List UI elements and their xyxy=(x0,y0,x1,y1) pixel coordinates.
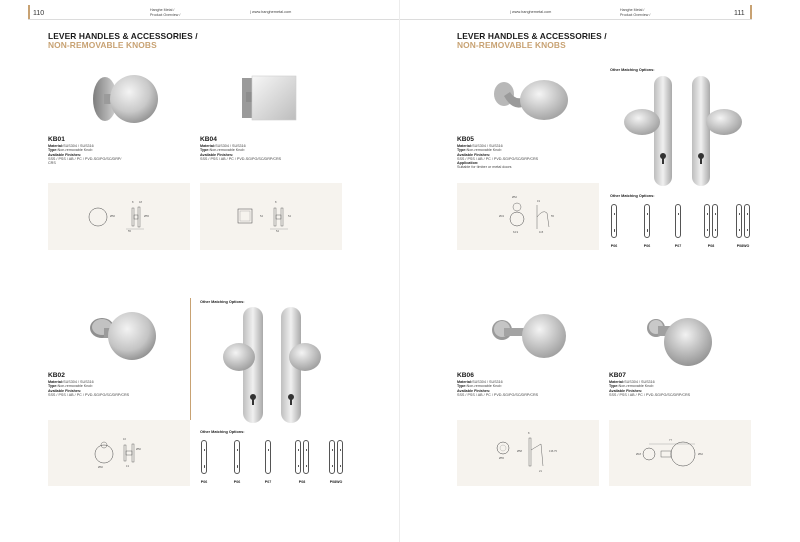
kb04-drawing-box xyxy=(200,183,342,250)
page-number-bar xyxy=(750,5,752,19)
plate-p08wo-b xyxy=(744,204,750,238)
header-url: | www.hanghemetal.com xyxy=(510,10,552,14)
kb06-technical-drawing xyxy=(457,420,599,486)
kb05-dim: 55 xyxy=(551,215,554,218)
plate-label: P08 xyxy=(707,244,715,248)
kb02-code: KB02 xyxy=(48,372,65,379)
plate-p08b xyxy=(712,204,718,238)
kb05-specs: Material:SUS304 / SUS316 Type:Non-removable Knob Available Finishes: SSS / PSS / AB / PC / PVD-SG/PG/SC/DRP/CRS Application: Suitable for timber or metal doors xyxy=(457,144,539,170)
other-options-title: Other Matching Options: xyxy=(200,300,245,304)
kb02-dim: Ø50 xyxy=(136,448,141,451)
plate-label: P06 xyxy=(610,244,618,248)
kb05-dim: 115 xyxy=(539,231,544,234)
plate-p08wo-a xyxy=(329,440,335,474)
kb01-dim: Ø56 xyxy=(110,215,115,218)
kb02-dim: 13 xyxy=(126,465,129,468)
kb06-dim: 8 xyxy=(528,432,530,435)
kb01-drawing-box xyxy=(48,183,190,250)
kb01-dim: Ø55 xyxy=(144,215,149,218)
right-page xyxy=(400,0,800,542)
kb04-specs: Material:SUS304 / SUS316 Type:Non-removable Knob Available Finishes: SSS / PSS / AB / PC / PVD-SG/PG/SC/DRP/CRS xyxy=(200,144,282,161)
header-brand: Hanghe Metal / Product Overview / xyxy=(620,8,651,17)
kb06-dim: 136.75 xyxy=(549,450,557,453)
plate-p08a xyxy=(295,440,301,474)
kb02-dim: 16 xyxy=(123,438,126,441)
kb05-dim: Ø43 xyxy=(499,215,504,218)
kb01-specs: Material:SUS304 / SUS316 Type:Non-removable Knob Available Finishes: SSS / PSS / AB / PC / PVD-SG/PG/SC/DRP/ CRS xyxy=(48,144,122,166)
section-subtitle: NON-REMOVABLE KNOBS xyxy=(48,40,157,50)
divider-line xyxy=(190,298,191,420)
kb02-product-image xyxy=(82,310,160,362)
kb07-code: KB07 xyxy=(609,372,626,379)
section-title: LEVER HANDLES & ACCESSORIES / xyxy=(48,31,198,41)
plate-label: P08 xyxy=(298,480,306,484)
kb04-dim: 54 xyxy=(260,215,263,218)
section-title: LEVER HANDLES & ACCESSORIES / xyxy=(457,31,607,41)
kb02-specs: Material:SUS304 / SUS316 Type:Non-removable Knob Available Finishes: SSS / PSS / AB / PC / PVD-SG/PG/SC/DRP/CRS xyxy=(48,380,130,397)
kb02-dim: Ø60 xyxy=(98,466,103,469)
header-brand: Hanghe Metal / Product Overview / xyxy=(150,8,181,17)
kb01-code: KB01 xyxy=(48,136,65,143)
kb02-technical-drawing xyxy=(48,420,190,486)
plate-label: P06 xyxy=(643,244,651,248)
plate-p06 xyxy=(611,204,617,238)
kb07-technical-drawing xyxy=(609,420,751,486)
kb06-drawing-box xyxy=(457,420,599,486)
kb06-product-image xyxy=(488,312,570,362)
kb06-dim: Ø58 xyxy=(517,450,522,453)
plate-p08wo-a xyxy=(736,204,742,238)
kb07-dim: Ø18 xyxy=(636,453,641,456)
kb05-dim: Ø52 xyxy=(512,196,517,199)
kb04-dim: 54 xyxy=(288,215,291,218)
kb04-dim: 8 xyxy=(275,201,277,204)
kb04-technical-drawing xyxy=(200,183,342,250)
plate-label: P07 xyxy=(264,480,272,484)
plate-p08wo-b xyxy=(337,440,343,474)
kb05-dim: 19 xyxy=(537,200,540,203)
other-options-title-2: Other Matching Options: xyxy=(200,430,245,434)
kb01-dim: 55 xyxy=(128,230,131,233)
kb04-code: KB04 xyxy=(200,136,217,143)
kb01-dim: 18 xyxy=(139,201,142,204)
page-number: 110 xyxy=(33,10,45,17)
kb04-dim: 54 xyxy=(276,230,279,233)
kb01-dim: 8 xyxy=(132,201,134,204)
plate-label: P08WO xyxy=(329,480,343,484)
kb05-product-image xyxy=(490,74,570,126)
other-options-title: Other Matching Options: xyxy=(610,68,655,72)
kb06-dim: 21 xyxy=(539,470,542,473)
plate-p06 xyxy=(201,440,207,474)
kb05-dim: 64.9 xyxy=(513,231,519,234)
kb05-technical-drawing xyxy=(457,183,599,250)
plate-label: P07 xyxy=(674,244,682,248)
kb07-dim: Ø62 xyxy=(698,453,703,456)
kb07-product-image xyxy=(642,310,714,368)
page-number: 111 xyxy=(734,10,745,17)
lever-handle-set-image xyxy=(622,74,744,188)
kb06-dim: Ø55 xyxy=(499,457,504,460)
kb07-dim: 77 xyxy=(669,439,672,442)
kb01-product-image xyxy=(88,72,160,126)
section-subtitle: NON-REMOVABLE KNOBS xyxy=(457,40,566,50)
kb06-code: KB06 xyxy=(457,372,474,379)
kb06-specs: Material:SUS304 / SUS316 Type:Non-removable Knob Available Finishes: SSS / PSS / AB / PC / PVD-SG/PG/SC/DRP/CRS xyxy=(457,380,539,397)
header-rule xyxy=(400,19,752,20)
plate-p06b xyxy=(644,204,650,238)
kb07-drawing-box xyxy=(609,420,751,486)
other-options-title-2: Other Matching Options: xyxy=(610,194,655,198)
plate-p07 xyxy=(675,204,681,238)
kb02-drawing-box xyxy=(48,420,190,486)
page-number-bar xyxy=(28,5,30,19)
plate-label: P06 xyxy=(233,480,241,484)
kb05-code: KB05 xyxy=(457,136,474,143)
lever-handle-set-image xyxy=(215,305,325,427)
header-url: | www.hanghemetal.com xyxy=(250,10,292,14)
plate-p07 xyxy=(265,440,271,474)
plate-p08a xyxy=(704,204,710,238)
kb04-product-image xyxy=(238,72,298,126)
plate-label: P08WO xyxy=(736,244,750,248)
kb05-drawing-box xyxy=(457,183,599,250)
header-rule xyxy=(28,19,400,20)
kb07-specs: Material:SUS304 / SUS316 Type:Non-removable Knob Available Finishes: SSS / PSS / AB / PC / PVD-SG/PG/SC/DRP/CRS xyxy=(609,380,691,397)
kb01-technical-drawing xyxy=(48,183,190,250)
plate-p06b xyxy=(234,440,240,474)
plate-p08b xyxy=(303,440,309,474)
plate-label: P06 xyxy=(200,480,208,484)
